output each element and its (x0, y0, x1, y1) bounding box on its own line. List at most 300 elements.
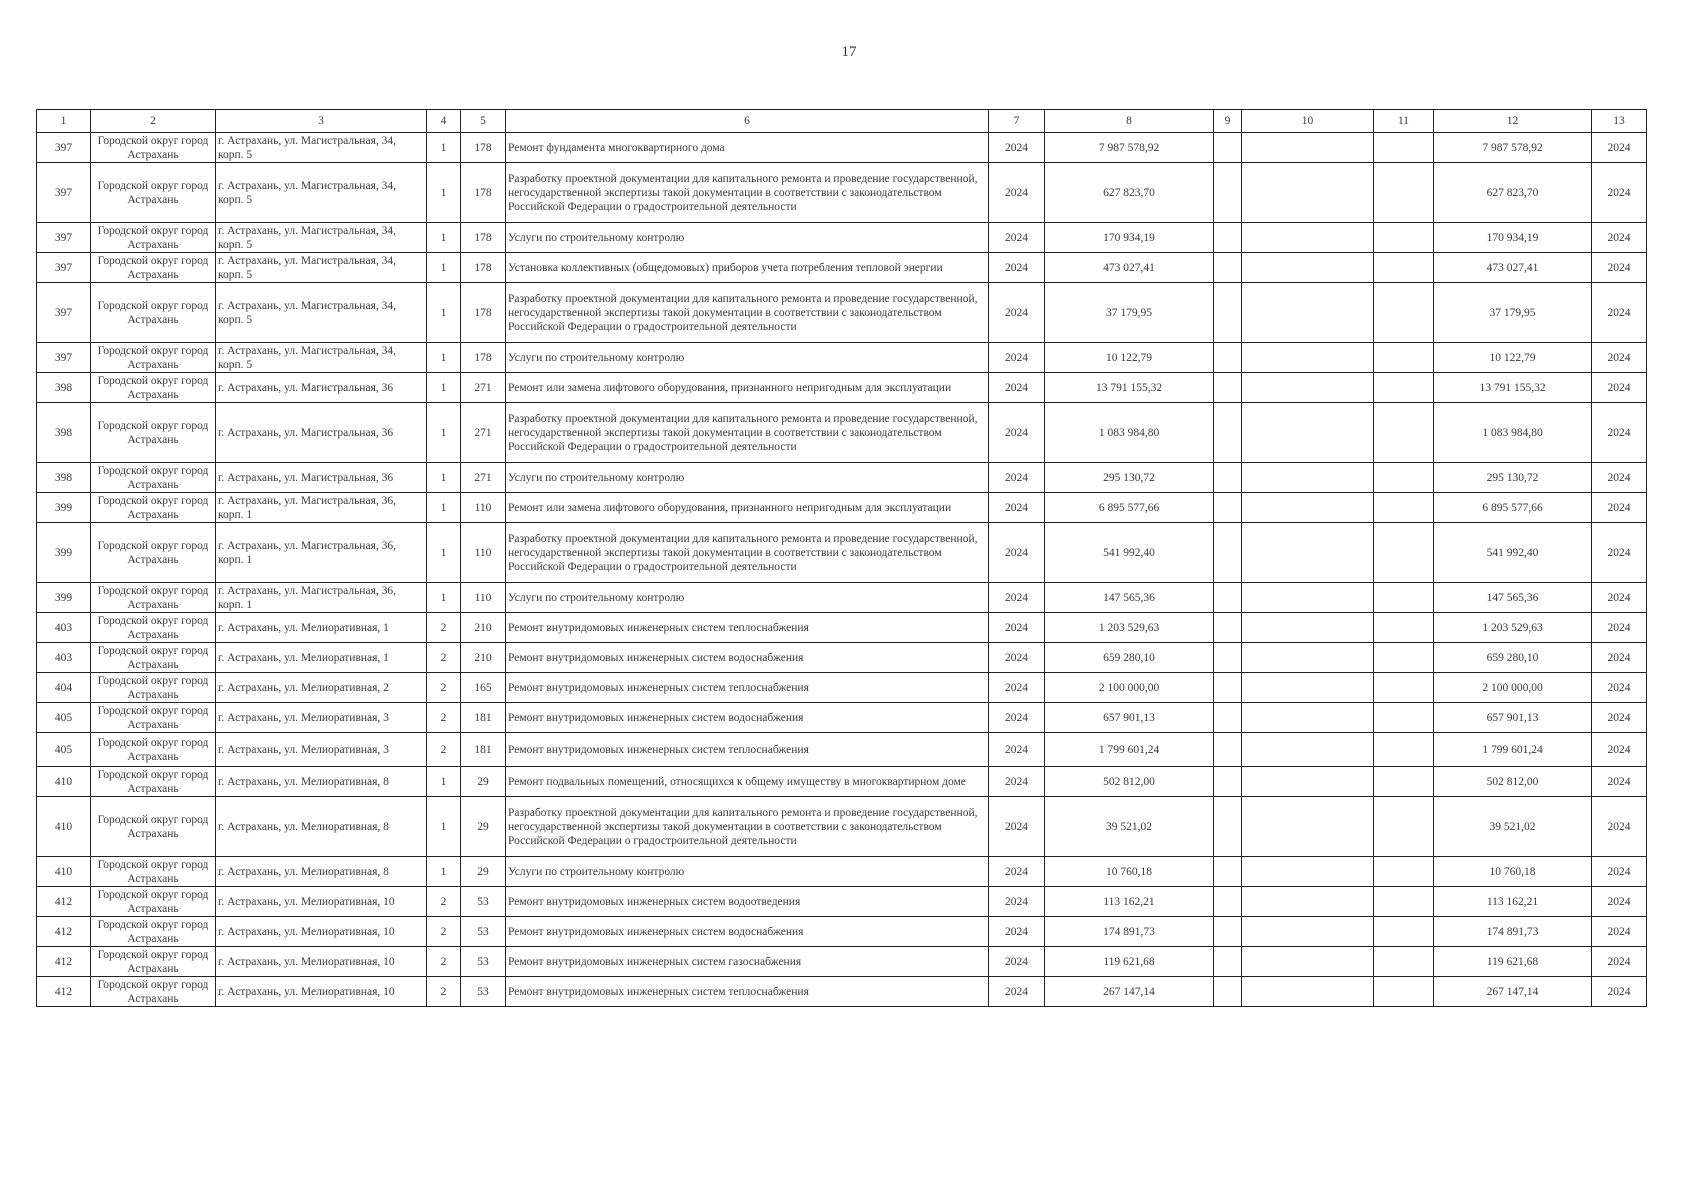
col9-value-cell (1214, 977, 1242, 1007)
municipality-cell: Городской округ город Астрахань (91, 947, 216, 977)
municipality-cell: Городской округ город Астрахань (91, 283, 216, 343)
apartments-cell: 110 (461, 583, 506, 613)
completion-year-cell: 2024 (1592, 703, 1647, 733)
cost-cell: 6 895 577,66 (1045, 493, 1214, 523)
municipality-cell: Городской округ город Астрахань (91, 493, 216, 523)
table-body (37, 133, 1647, 1007)
year-cell: 2024 (989, 673, 1045, 703)
col9-value-cell (1214, 703, 1242, 733)
apartments-cell: 53 (461, 917, 506, 947)
municipality-cell: Городской округ город Астрахань (91, 253, 216, 283)
cost-cell: 657 901,13 (1045, 703, 1214, 733)
apartments-cell: 165 (461, 673, 506, 703)
cost-total-cell: 295 130,72 (1434, 463, 1592, 493)
address-cell: г. Астрахань, ул. Мелиоративная, 8 (216, 767, 427, 797)
table-row (37, 857, 1647, 887)
address-cell: г. Астрахань, ул. Магистральная, 36 (216, 463, 427, 493)
col11-value-cell (1374, 947, 1434, 977)
cost-cell: 119 621,68 (1045, 947, 1214, 977)
col10-value-cell (1242, 463, 1374, 493)
year-cell: 2024 (989, 703, 1045, 733)
completion-year-cell: 2024 (1592, 253, 1647, 283)
col9-value-cell (1214, 733, 1242, 767)
work-type-cell: Ремонт внутридомовых инженерных систем водоснабжения (506, 643, 989, 673)
entrances-cell: 1 (427, 343, 461, 373)
year-cell: 2024 (989, 887, 1045, 917)
col9-value-cell (1214, 133, 1242, 163)
municipality-cell: Городской округ город Астрахань (91, 673, 216, 703)
column-header: 3 (216, 110, 427, 133)
year-cell: 2024 (989, 947, 1045, 977)
col10-value-cell (1242, 887, 1374, 917)
cost-cell: 502 812,00 (1045, 767, 1214, 797)
table-row (37, 283, 1647, 343)
municipality-cell: Городской округ город Астрахань (91, 613, 216, 643)
row-number-cell: 405 (37, 733, 91, 767)
col10-value-cell (1242, 857, 1374, 887)
row-number-cell: 412 (37, 917, 91, 947)
cost-total-cell: 1 083 984,80 (1434, 403, 1592, 463)
cost-cell: 13 791 155,32 (1045, 373, 1214, 403)
completion-year-cell: 2024 (1592, 403, 1647, 463)
col10-value-cell (1242, 947, 1374, 977)
year-cell: 2024 (989, 403, 1045, 463)
table-row (37, 373, 1647, 403)
entrances-cell: 1 (427, 373, 461, 403)
address-cell: г. Астрахань, ул. Мелиоративная, 1 (216, 643, 427, 673)
col9-value-cell (1214, 463, 1242, 493)
work-type-cell: Ремонт внутридомовых инженерных систем теплоснабжения (506, 673, 989, 703)
year-cell: 2024 (989, 767, 1045, 797)
completion-year-cell: 2024 (1592, 887, 1647, 917)
cost-total-cell: 147 565,36 (1434, 583, 1592, 613)
municipality-cell: Городской округ город Астрахань (91, 733, 216, 767)
work-type-cell: Услуги по строительному контролю (506, 857, 989, 887)
year-cell: 2024 (989, 523, 1045, 583)
address-cell: г. Астрахань, ул. Магистральная, 34, корп. 5 (216, 283, 427, 343)
col9-value-cell (1214, 343, 1242, 373)
table-row (37, 947, 1647, 977)
completion-year-cell: 2024 (1592, 283, 1647, 343)
address-cell: г. Астрахань, ул. Мелиоративная, 8 (216, 857, 427, 887)
cost-cell: 659 280,10 (1045, 643, 1214, 673)
municipality-cell: Городской округ город Астрахань (91, 797, 216, 857)
municipality-cell: Городской округ город Астрахань (91, 583, 216, 613)
column-header: 8 (1045, 110, 1214, 133)
address-cell: г. Астрахань, ул. Мелиоративная, 2 (216, 673, 427, 703)
column-header: 5 (461, 110, 506, 133)
entrances-cell: 2 (427, 733, 461, 767)
municipality-cell: Городской округ город Астрахань (91, 373, 216, 403)
column-header: 2 (91, 110, 216, 133)
col10-value-cell (1242, 583, 1374, 613)
col9-value-cell (1214, 767, 1242, 797)
table-row (37, 613, 1647, 643)
table-row (37, 797, 1647, 857)
col11-value-cell (1374, 403, 1434, 463)
col10-value-cell (1242, 283, 1374, 343)
cost-cell: 473 027,41 (1045, 253, 1214, 283)
table-row (37, 163, 1647, 223)
entrances-cell: 1 (427, 283, 461, 343)
cost-cell: 37 179,95 (1045, 283, 1214, 343)
cost-total-cell: 659 280,10 (1434, 643, 1592, 673)
cost-total-cell: 6 895 577,66 (1434, 493, 1592, 523)
cost-cell: 170 934,19 (1045, 223, 1214, 253)
row-number-cell: 399 (37, 523, 91, 583)
work-type-cell: Разработку проектной документации для капитального ремонта и проведение государственной, негосударственной экспертизы такой документации в соответствии с законодательством Российской Федерации о градостроительной деятельности (506, 797, 989, 857)
col9-value-cell (1214, 253, 1242, 283)
row-number-cell: 412 (37, 977, 91, 1007)
work-type-cell: Услуги по строительному контролю (506, 463, 989, 493)
col11-value-cell (1374, 733, 1434, 767)
entrances-cell: 1 (427, 463, 461, 493)
apartments-cell: 181 (461, 733, 506, 767)
year-cell: 2024 (989, 917, 1045, 947)
entrances-cell: 1 (427, 133, 461, 163)
year-cell: 2024 (989, 797, 1045, 857)
entrances-cell: 1 (427, 223, 461, 253)
completion-year-cell: 2024 (1592, 163, 1647, 223)
table-header-row (37, 110, 1647, 133)
col10-value-cell (1242, 613, 1374, 643)
completion-year-cell: 2024 (1592, 343, 1647, 373)
col10-value-cell (1242, 977, 1374, 1007)
col10-value-cell (1242, 373, 1374, 403)
row-number-cell: 398 (37, 463, 91, 493)
address-cell: г. Астрахань, ул. Магистральная, 34, корп. 5 (216, 253, 427, 283)
cost-total-cell: 541 992,40 (1434, 523, 1592, 583)
col10-value-cell (1242, 223, 1374, 253)
table-row (37, 133, 1647, 163)
completion-year-cell: 2024 (1592, 613, 1647, 643)
column-header: 11 (1374, 110, 1434, 133)
col9-value-cell (1214, 283, 1242, 343)
address-cell: г. Астрахань, ул. Магистральная, 34, корп. 5 (216, 133, 427, 163)
year-cell: 2024 (989, 613, 1045, 643)
year-cell: 2024 (989, 463, 1045, 493)
apartments-cell: 29 (461, 857, 506, 887)
col10-value-cell (1242, 253, 1374, 283)
cost-total-cell: 1 203 529,63 (1434, 613, 1592, 643)
cost-cell: 541 992,40 (1045, 523, 1214, 583)
col11-value-cell (1374, 797, 1434, 857)
work-type-cell: Ремонт внутридомовых инженерных систем теплоснабжения (506, 733, 989, 767)
table-row (37, 223, 1647, 253)
table-row (37, 583, 1647, 613)
entrances-cell: 1 (427, 857, 461, 887)
col9-value-cell (1214, 947, 1242, 977)
entrances-cell: 1 (427, 403, 461, 463)
col9-value-cell (1214, 373, 1242, 403)
entrances-cell: 1 (427, 583, 461, 613)
row-number-cell: 399 (37, 583, 91, 613)
address-cell: г. Астрахань, ул. Мелиоративная, 3 (216, 703, 427, 733)
col10-value-cell (1242, 163, 1374, 223)
apartments-cell: 178 (461, 253, 506, 283)
table-row (37, 977, 1647, 1007)
col9-value-cell (1214, 643, 1242, 673)
entrances-cell: 2 (427, 887, 461, 917)
column-header: 9 (1214, 110, 1242, 133)
work-type-cell: Разработку проектной документации для капитального ремонта и проведение государственной, негосударственной экспертизы такой документации в соответствии с законодательством Российской Федерации о градостроительной деятельности (506, 403, 989, 463)
table-row (37, 253, 1647, 283)
entrances-cell: 2 (427, 917, 461, 947)
cost-cell: 10 122,79 (1045, 343, 1214, 373)
cost-total-cell: 1 799 601,24 (1434, 733, 1592, 767)
cost-total-cell: 2 100 000,00 (1434, 673, 1592, 703)
municipality-cell: Городской округ город Астрахань (91, 163, 216, 223)
entrances-cell: 2 (427, 977, 461, 1007)
col10-value-cell (1242, 523, 1374, 583)
entrances-cell: 1 (427, 767, 461, 797)
col9-value-cell (1214, 223, 1242, 253)
table-row (37, 703, 1647, 733)
col11-value-cell (1374, 767, 1434, 797)
address-cell: г. Астрахань, ул. Мелиоративная, 3 (216, 733, 427, 767)
address-cell: г. Астрахань, ул. Магистральная, 34, корп. 5 (216, 343, 427, 373)
completion-year-cell: 2024 (1592, 673, 1647, 703)
apartments-cell: 178 (461, 223, 506, 253)
entrances-cell: 1 (427, 163, 461, 223)
apartments-cell: 210 (461, 643, 506, 673)
cost-cell: 113 162,21 (1045, 887, 1214, 917)
cost-total-cell: 7 987 578,92 (1434, 133, 1592, 163)
address-cell: г. Астрахань, ул. Мелиоративная, 10 (216, 887, 427, 917)
completion-year-cell: 2024 (1592, 857, 1647, 887)
col11-value-cell (1374, 613, 1434, 643)
year-cell: 2024 (989, 133, 1045, 163)
work-type-cell: Ремонт фундамента многоквартирного дома (506, 133, 989, 163)
apartments-cell: 29 (461, 767, 506, 797)
address-cell: г. Астрахань, ул. Магистральная, 36 (216, 373, 427, 403)
year-cell: 2024 (989, 857, 1045, 887)
col11-value-cell (1374, 493, 1434, 523)
col11-value-cell (1374, 703, 1434, 733)
column-header: 12 (1434, 110, 1592, 133)
completion-year-cell: 2024 (1592, 947, 1647, 977)
year-cell: 2024 (989, 163, 1045, 223)
address-cell: г. Астрахань, ул. Магистральная, 36, корп. 1 (216, 583, 427, 613)
cost-total-cell: 170 934,19 (1434, 223, 1592, 253)
col9-value-cell (1214, 613, 1242, 643)
apartments-cell: 29 (461, 797, 506, 857)
work-type-cell: Разработку проектной документации для капитального ремонта и проведение государственной, негосударственной экспертизы такой документации в соответствии с законодательством Российской Федерации о градостроительной деятельности (506, 163, 989, 223)
row-number-cell: 397 (37, 223, 91, 253)
col11-value-cell (1374, 373, 1434, 403)
cost-total-cell: 13 791 155,32 (1434, 373, 1592, 403)
cost-total-cell: 37 179,95 (1434, 283, 1592, 343)
column-header: 7 (989, 110, 1045, 133)
work-type-cell: Ремонт внутридомовых инженерных систем газоснабжения (506, 947, 989, 977)
row-number-cell: 410 (37, 857, 91, 887)
completion-year-cell: 2024 (1592, 523, 1647, 583)
row-number-cell: 397 (37, 283, 91, 343)
col11-value-cell (1374, 463, 1434, 493)
cost-cell: 7 987 578,92 (1045, 133, 1214, 163)
work-type-cell: Услуги по строительному контролю (506, 343, 989, 373)
col11-value-cell (1374, 523, 1434, 583)
row-number-cell: 399 (37, 493, 91, 523)
col9-value-cell (1214, 523, 1242, 583)
apartments-cell: 178 (461, 133, 506, 163)
municipality-cell: Городской округ город Астрахань (91, 767, 216, 797)
apartments-cell: 181 (461, 703, 506, 733)
cost-total-cell: 267 147,14 (1434, 977, 1592, 1007)
work-type-cell: Ремонт внутридомовых инженерных систем водоснабжения (506, 917, 989, 947)
col11-value-cell (1374, 917, 1434, 947)
col9-value-cell (1214, 797, 1242, 857)
col10-value-cell (1242, 403, 1374, 463)
completion-year-cell: 2024 (1592, 977, 1647, 1007)
completion-year-cell: 2024 (1592, 733, 1647, 767)
apartments-cell: 178 (461, 343, 506, 373)
address-cell: г. Астрахань, ул. Магистральная, 34, корп. 5 (216, 163, 427, 223)
year-cell: 2024 (989, 733, 1045, 767)
work-type-cell: Установка коллективных (общедомовых) приборов учета потребления тепловой энергии (506, 253, 989, 283)
page-number: 17 (841, 44, 857, 60)
completion-year-cell: 2024 (1592, 223, 1647, 253)
address-cell: г. Астрахань, ул. Мелиоративная, 10 (216, 947, 427, 977)
row-number-cell: 412 (37, 887, 91, 917)
municipality-cell: Городской округ город Астрахань (91, 643, 216, 673)
cost-cell: 39 521,02 (1045, 797, 1214, 857)
table-row (37, 643, 1647, 673)
cost-total-cell: 502 812,00 (1434, 767, 1592, 797)
col11-value-cell (1374, 163, 1434, 223)
cost-cell: 1 083 984,80 (1045, 403, 1214, 463)
col11-value-cell (1374, 133, 1434, 163)
apartments-cell: 53 (461, 947, 506, 977)
row-number-cell: 404 (37, 673, 91, 703)
row-number-cell: 398 (37, 403, 91, 463)
municipality-cell: Городской округ город Астрахань (91, 403, 216, 463)
column-header: 10 (1242, 110, 1374, 133)
cost-total-cell: 113 162,21 (1434, 887, 1592, 917)
address-cell: г. Астрахань, ул. Магистральная, 36 (216, 403, 427, 463)
municipality-cell: Городской округ город Астрахань (91, 463, 216, 493)
cost-total-cell: 174 891,73 (1434, 917, 1592, 947)
col10-value-cell (1242, 733, 1374, 767)
apartments-cell: 271 (461, 403, 506, 463)
col11-value-cell (1374, 253, 1434, 283)
repair-program-table (36, 109, 1647, 1007)
cost-cell: 1 203 529,63 (1045, 613, 1214, 643)
work-type-cell: Ремонт или замена лифтового оборудования, признанного непригодным для эксплуатации (506, 373, 989, 403)
address-cell: г. Астрахань, ул. Мелиоративная, 10 (216, 977, 427, 1007)
col10-value-cell (1242, 703, 1374, 733)
entrances-cell: 2 (427, 643, 461, 673)
apartments-cell: 210 (461, 613, 506, 643)
cost-total-cell: 10 760,18 (1434, 857, 1592, 887)
row-number-cell: 410 (37, 797, 91, 857)
row-number-cell: 397 (37, 343, 91, 373)
table-row (37, 917, 1647, 947)
municipality-cell: Городской округ город Астрахань (91, 223, 216, 253)
column-header: 1 (37, 110, 91, 133)
table-row (37, 463, 1647, 493)
year-cell: 2024 (989, 373, 1045, 403)
municipality-cell: Городской округ город Астрахань (91, 857, 216, 887)
row-number-cell: 410 (37, 767, 91, 797)
col9-value-cell (1214, 857, 1242, 887)
table-row (37, 673, 1647, 703)
row-number-cell: 412 (37, 947, 91, 977)
cost-cell: 2 100 000,00 (1045, 673, 1214, 703)
column-header: 4 (427, 110, 461, 133)
cost-cell: 295 130,72 (1045, 463, 1214, 493)
col10-value-cell (1242, 797, 1374, 857)
cost-cell: 627 823,70 (1045, 163, 1214, 223)
row-number-cell: 403 (37, 613, 91, 643)
col11-value-cell (1374, 643, 1434, 673)
row-number-cell: 397 (37, 253, 91, 283)
col11-value-cell (1374, 283, 1434, 343)
municipality-cell: Городской округ город Астрахань (91, 133, 216, 163)
col10-value-cell (1242, 343, 1374, 373)
column-header: 13 (1592, 110, 1647, 133)
apartments-cell: 110 (461, 523, 506, 583)
completion-year-cell: 2024 (1592, 133, 1647, 163)
municipality-cell: Городской округ город Астрахань (91, 343, 216, 373)
apartments-cell: 271 (461, 463, 506, 493)
col10-value-cell (1242, 643, 1374, 673)
col10-value-cell (1242, 673, 1374, 703)
col9-value-cell (1214, 917, 1242, 947)
address-cell: г. Астрахань, ул. Мелиоративная, 1 (216, 613, 427, 643)
apartments-cell: 110 (461, 493, 506, 523)
cost-cell: 1 799 601,24 (1045, 733, 1214, 767)
entrances-cell: 2 (427, 947, 461, 977)
cost-total-cell: 10 122,79 (1434, 343, 1592, 373)
year-cell: 2024 (989, 343, 1045, 373)
col10-value-cell (1242, 917, 1374, 947)
cost-total-cell: 473 027,41 (1434, 253, 1592, 283)
row-number-cell: 397 (37, 133, 91, 163)
entrances-cell: 2 (427, 703, 461, 733)
col9-value-cell (1214, 163, 1242, 223)
completion-year-cell: 2024 (1592, 917, 1647, 947)
work-type-cell: Услуги по строительному контролю (506, 583, 989, 613)
col10-value-cell (1242, 493, 1374, 523)
col10-value-cell (1242, 133, 1374, 163)
apartments-cell: 271 (461, 373, 506, 403)
table-row (37, 493, 1647, 523)
col9-value-cell (1214, 887, 1242, 917)
cost-cell: 147 565,36 (1045, 583, 1214, 613)
row-number-cell: 405 (37, 703, 91, 733)
col11-value-cell (1374, 343, 1434, 373)
entrances-cell: 1 (427, 523, 461, 583)
apartments-cell: 53 (461, 977, 506, 1007)
cost-cell: 267 147,14 (1045, 977, 1214, 1007)
row-number-cell: 397 (37, 163, 91, 223)
completion-year-cell: 2024 (1592, 583, 1647, 613)
col11-value-cell (1374, 887, 1434, 917)
year-cell: 2024 (989, 283, 1045, 343)
work-type-cell: Услуги по строительному контролю (506, 223, 989, 253)
municipality-cell: Городской округ город Астрахань (91, 977, 216, 1007)
municipality-cell: Городской округ город Астрахань (91, 703, 216, 733)
table-row (37, 767, 1647, 797)
municipality-cell: Городской округ город Астрахань (91, 523, 216, 583)
completion-year-cell: 2024 (1592, 767, 1647, 797)
apartments-cell: 53 (461, 887, 506, 917)
year-cell: 2024 (989, 977, 1045, 1007)
work-type-cell: Ремонт внутридомовых инженерных систем водоотведения (506, 887, 989, 917)
col11-value-cell (1374, 977, 1434, 1007)
year-cell: 2024 (989, 493, 1045, 523)
